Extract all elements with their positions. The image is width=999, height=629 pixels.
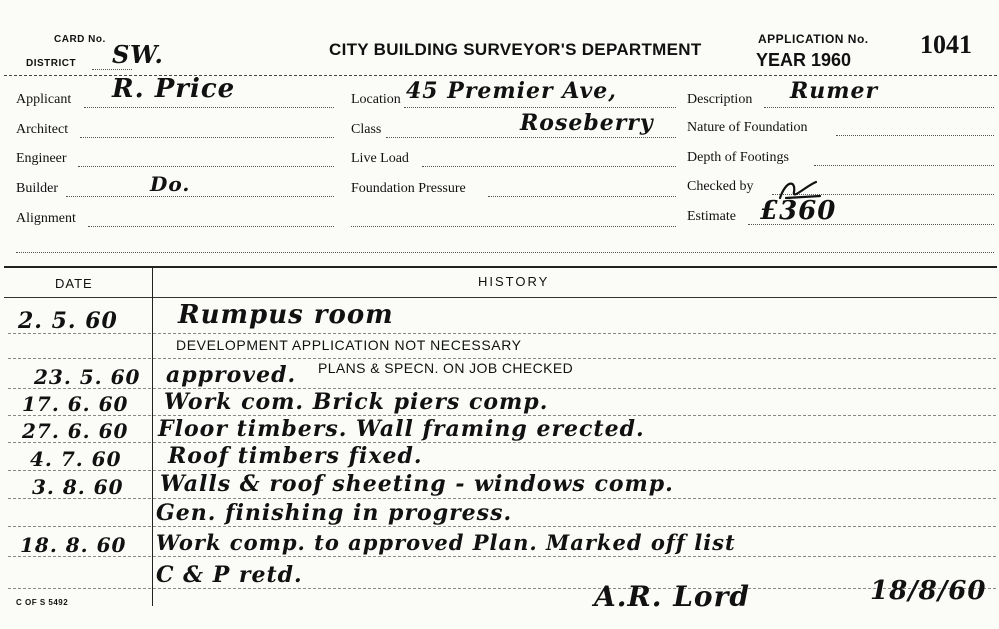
middle-blank-line (351, 226, 676, 227)
builder-value: Do. (150, 172, 191, 196)
history-date: 4. 7. 60 (30, 447, 122, 471)
district-value: SW. (112, 40, 164, 69)
row-line (8, 498, 996, 499)
depth-footings-label: Depth of Footings (687, 150, 789, 165)
row-line (8, 526, 996, 527)
description-label: Description (687, 92, 753, 107)
class-label: Class (351, 122, 382, 137)
alignment-label: Alignment (16, 211, 76, 226)
district-line (92, 69, 132, 70)
row-line (8, 556, 996, 557)
history-date: 17. 6. 60 (22, 392, 129, 416)
history-date: 23. 5. 60 (34, 365, 141, 389)
applicant-label: Applicant (16, 92, 72, 107)
date-column-divider (152, 266, 153, 606)
builder-label: Builder (16, 181, 58, 196)
row-line (8, 333, 996, 334)
nature-foundation-line (836, 135, 994, 136)
history-entry: Walls & roof sheeting - windows comp. (160, 471, 674, 497)
card-no-label: CARD No. (54, 34, 106, 45)
class-line (386, 137, 676, 138)
application-number: 1041 (920, 30, 972, 59)
district-label: DISTRICT (26, 58, 77, 69)
history-entry: Rumpus room (178, 300, 394, 330)
history-entry: Floor timbers. Wall framing erected. (158, 416, 645, 442)
location-value: 45 Premier Ave, (406, 78, 617, 104)
row-line (8, 442, 996, 443)
year-label: YEAR 1960 (756, 50, 852, 70)
location-label: Location (351, 92, 401, 107)
live-load-line (422, 166, 676, 167)
history-entry: Work comp. to approved Plan. Marked off list (156, 530, 736, 555)
alignment-line (88, 226, 334, 227)
foundation-pressure-label: Foundation Pressure (351, 181, 466, 196)
location-line (404, 107, 676, 108)
history-date: 27. 6. 60 (22, 419, 129, 443)
depth-footings-line (814, 165, 994, 166)
estimate-value: £360 (760, 196, 837, 226)
history-date: 18. 8. 60 (20, 533, 127, 557)
plans-checked-stamp: PLANS & SPECN. ON JOB CHECKED (318, 360, 574, 376)
history-entry: approved. (166, 362, 297, 388)
applicant-line (84, 107, 334, 108)
department-title: CITY BUILDING SURVEYOR'S DEPARTMENT (329, 40, 702, 59)
engineer-label: Engineer (16, 151, 67, 166)
row-line (8, 588, 996, 589)
row-line (8, 358, 996, 359)
engineer-line (78, 166, 334, 167)
form-code: C OF S 5492 (16, 598, 69, 607)
foundation-pressure-line (488, 196, 676, 197)
description-line (764, 107, 994, 108)
development-stamp: DEVELOPMENT APPLICATION NOT NECESSARY (176, 337, 522, 353)
architect-label: Architect (16, 122, 69, 137)
history-date: 2. 5. 60 (18, 308, 118, 334)
description-value: Rumer (790, 78, 879, 104)
history-date: 3. 8. 60 (32, 475, 124, 499)
builder-line (66, 196, 334, 197)
applicant-value: R. Price (112, 74, 236, 104)
history-header: HISTORY (478, 274, 550, 289)
location-suburb: Roseberry (520, 110, 654, 136)
history-entry: Work com. Brick piers comp. (164, 389, 549, 415)
checked-by-label: Checked by (687, 179, 754, 194)
fields-bottom-line (16, 252, 994, 253)
history-entry: Roof timbers fixed. (168, 443, 423, 469)
architect-line (80, 137, 334, 138)
history-entry: Gen. finishing in progress. (156, 500, 513, 526)
nature-foundation-label: Nature of Foundation (687, 120, 808, 135)
date-header: DATE (55, 276, 93, 291)
application-no-label: APPLICATION No. (758, 32, 869, 46)
signature: A.R. Lord (594, 580, 750, 613)
estimate-label: Estimate (687, 209, 736, 224)
signature-date: 18/8/60 (870, 576, 987, 606)
history-entry: C & P retd. (156, 562, 303, 588)
live-load-label: Live Load (351, 151, 409, 166)
